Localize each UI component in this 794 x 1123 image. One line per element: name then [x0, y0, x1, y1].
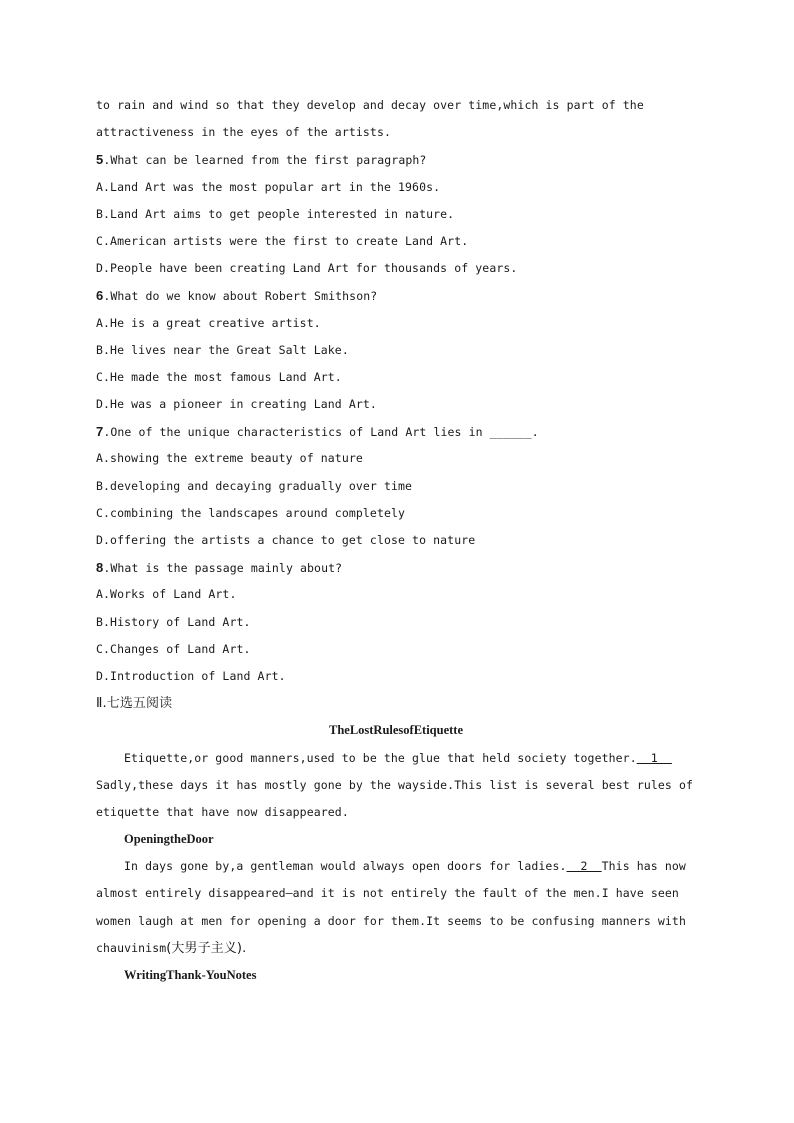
question-6 — [96, 282, 696, 309]
option-d: D.offering the artists a chance to get close to nature — [96, 533, 476, 547]
question-stem: .What is the passage mainly about? — [103, 561, 343, 576]
paragraph-line: Sadly,these days it has mostly gone by the wayside.This list is several best rules of — [96, 777, 694, 792]
option-a: A.He is a great creative artist. — [96, 315, 321, 330]
passage-line: attractiveness in the eyes of the artists. — [96, 125, 391, 140]
option-c: C.combining the landscapes around completely — [96, 505, 406, 520]
section-heading: Ⅱ.七选五阅读 — [96, 696, 173, 712]
paragraph-text: This has now — [601, 859, 686, 874]
question-stem: .What do we know about Robert Smithson? — [103, 289, 378, 304]
option-c: C.He made the most famous Land Art. — [96, 369, 342, 384]
annotation-text: (大男子主义). — [166, 940, 247, 956]
question-number: 5 — [96, 152, 104, 168]
passage-title: TheLostRulesofEtiquette — [328, 723, 464, 738]
question-number: 7 — [96, 424, 104, 440]
subheading: WritingThank-YouNotes — [124, 968, 257, 982]
paragraph-line — [96, 745, 696, 772]
paragraph-line — [96, 853, 696, 880]
blank-2: 2 — [566, 859, 602, 874]
option-a: A.Land Art was the most popular art in the 1960s. — [96, 179, 441, 194]
option-a: A.Works of Land Art. — [96, 587, 237, 602]
option-d: D.People have been creating Land Art for thousands of years. — [96, 261, 518, 276]
paragraph-line — [96, 935, 696, 962]
question-number: 8 — [96, 560, 104, 576]
option-b: B.developing and decaying gradually over time — [96, 478, 413, 493]
option-b: B.History of Land Art. — [96, 614, 251, 629]
document-page — [96, 92, 696, 989]
paragraph-line: etiquette that have now disappeared. — [96, 804, 349, 819]
option-a: A.showing the extreme beauty of nature — [96, 451, 363, 466]
subheading: OpeningtheDoor — [124, 832, 214, 847]
option-b: B.Land Art aims to get people interested in nature. — [96, 206, 455, 221]
option-d: D.Introduction of Land Art. — [96, 668, 286, 683]
option-c: C.Changes of Land Art. — [96, 641, 251, 656]
option-b: B.He lives near the Great Salt Lake. — [96, 342, 349, 357]
question-7 — [96, 418, 696, 445]
question-8 — [96, 554, 696, 581]
blank-1: 1 — [636, 750, 672, 765]
question-stem: .What can be learned from the first paragraph? — [103, 153, 427, 168]
question-stem: .One of the unique characteristics of Land Art lies in ______. — [103, 425, 539, 440]
paragraph-line: almost entirely disappeared—and it is not entirely the fault of the men.I have seen — [96, 886, 679, 901]
paragraph-line: women laugh at men for opening a door for them.It seems to be confusing manners with — [96, 913, 686, 928]
paragraph-text: In days gone by,a gentleman would always open doors for ladies. — [124, 859, 567, 874]
passage-line: to rain and wind so that they develop and decay over time,which is part of the — [96, 98, 644, 112]
paragraph-text: chauvinism — [96, 940, 167, 955]
option-c: C.American artists were the first to create Land Art. — [96, 233, 469, 248]
question-number: 6 — [96, 288, 104, 304]
paragraph-text: Etiquette,or good manners,used to be the glue that held society together. — [124, 750, 637, 765]
option-d: D.He was a pioneer in creating Land Art. — [96, 397, 377, 412]
question-5 — [96, 146, 696, 173]
